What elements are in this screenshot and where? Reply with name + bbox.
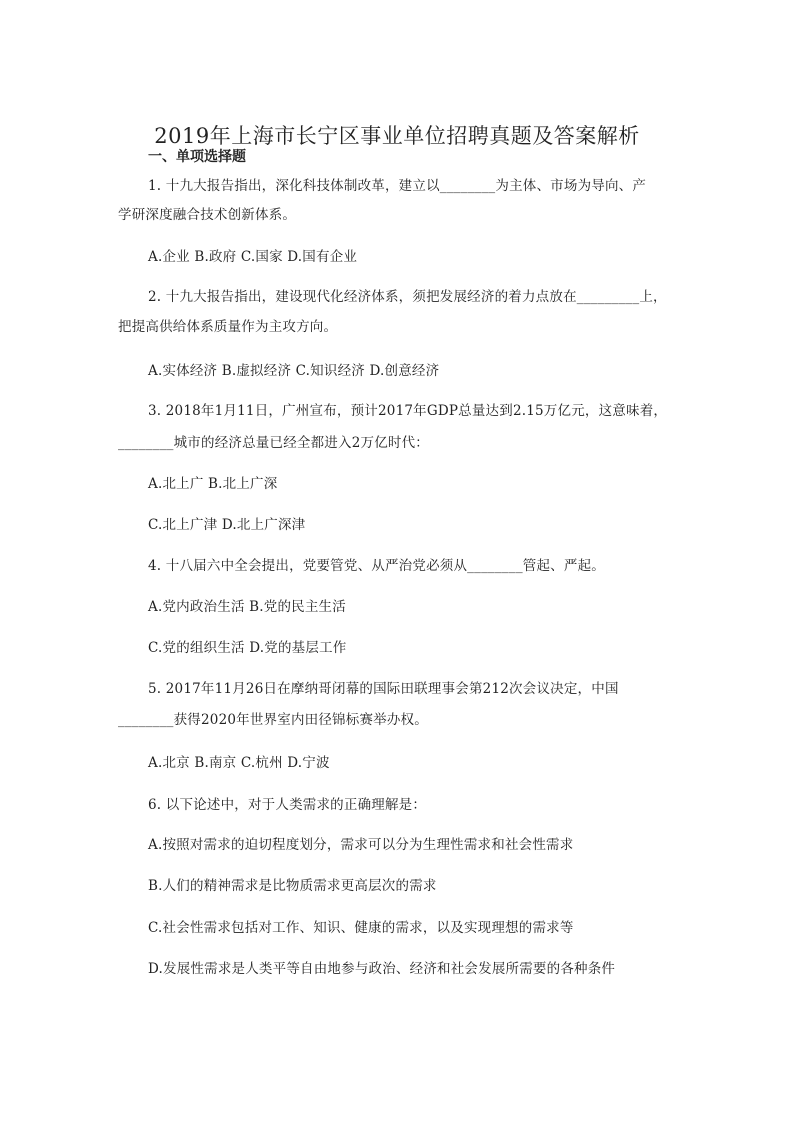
question-6: 6. 以下论述中，对于人类需求的正确理解是： xyxy=(148,797,427,813)
question-1-cont: 学研深度融合技术创新体系。 xyxy=(118,207,297,223)
question-6-option-b: B.人们的精神需求是比物质需求更高层次的需求 xyxy=(148,878,437,894)
question-4: 4. 十八届六中全会提出，党要管党、从严治党必须从________管起、严起。 xyxy=(148,558,605,574)
question-5-cont: ________获得2020年世界室内田径锦标赛举办权。 xyxy=(118,712,428,728)
question-3-options-ab: A.北上广 B.北上广深 xyxy=(148,476,278,492)
question-2-options: A.实体经济 B.虚拟经济 C.知识经济 D.创意经济 xyxy=(148,363,440,379)
question-3-cont: ________城市的经济总量已经全都进入2万亿时代： xyxy=(118,435,429,451)
question-5: 5. 2017年11月26日在摩纳哥闭幕的国际田联理事会第212次会议决定，中国 xyxy=(148,681,619,697)
question-4-options-cd: C.党的组织生活 D.党的基层工作 xyxy=(148,640,347,656)
question-2-cont: 把提高供给体系质量作为主攻方向。 xyxy=(118,319,338,335)
question-3: 3. 2018年1月11日，广州宣布，预计2017年GDP总量达到2.15万亿元，这意味着， xyxy=(148,403,668,419)
question-1-options: A.企业 B.政府 C.国家 D.国有企业 xyxy=(148,249,358,265)
question-1: 1. 十九大报告指出，深化科技体制改革，建立以________为主体、市场为导向、产 xyxy=(148,178,647,194)
question-4-options-ab: A.党内政治生活 B.党的民主生活 xyxy=(148,599,346,615)
section-heading: 一、单项选择题 xyxy=(148,149,246,165)
question-6-option-d: D.发展性需求是人类平等自由地参与政治、经济和社会发展所需要的各种条件 xyxy=(148,961,616,977)
question-3-options-cd: C.北上广津 D.北上广深津 xyxy=(148,517,306,533)
question-5-options: A.北京 B.南京 C.杭州 D.宁波 xyxy=(148,755,330,771)
question-2: 2. 十九大报告指出，建设现代化经济体系，须把发展经济的着力点放在_________上， xyxy=(148,289,667,305)
document-title: 2019年上海市长宁区事业单位招聘真题及答案解析 xyxy=(154,124,640,149)
question-6-option-a: A.按照对需求的迫切程度划分，需求可以分为生理性需求和社会性需求 xyxy=(148,837,574,853)
question-6-option-c: C.社会性需求包括对工作、知识、健康的需求，以及实现理想的需求等 xyxy=(148,920,574,936)
